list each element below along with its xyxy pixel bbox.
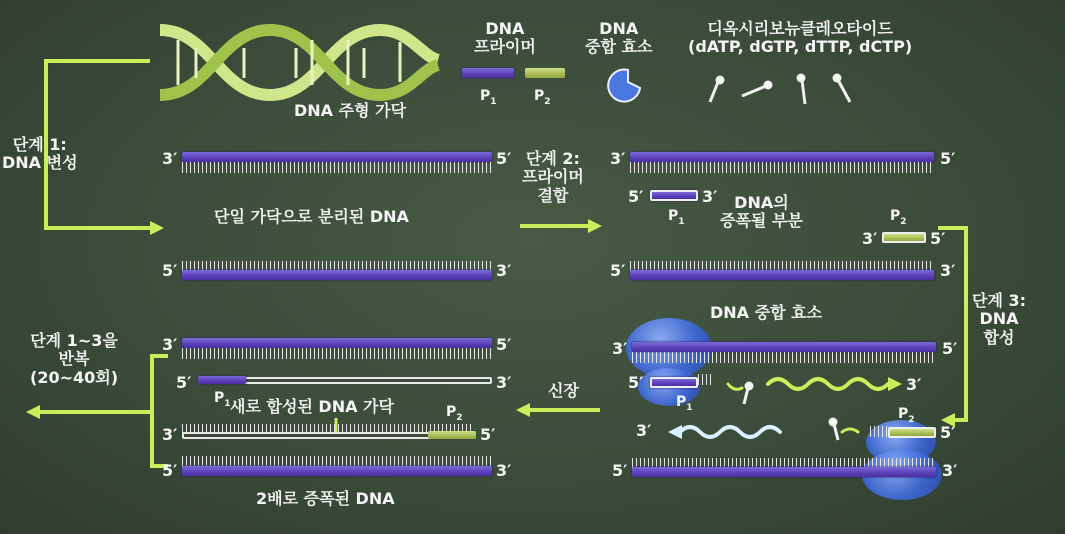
polymerase-icon: [608, 70, 640, 102]
separated-label: 단일 가닥으로 분리된 DNA: [214, 207, 409, 226]
r1-top-strand: [182, 338, 492, 348]
s3-p2-5end: 5′: [940, 423, 956, 442]
new-strand-label: 새로 합성된 DNA 가닥: [230, 397, 394, 416]
s1-top-5end: 5′: [496, 149, 512, 168]
r2-bot-3end: 3′: [496, 461, 512, 480]
polymerase-title: DNA 중합 효소: [585, 19, 653, 57]
p2-primer-5end: 5′: [930, 229, 946, 248]
p1-primer-bound: [650, 190, 698, 201]
s3-bot-3end: 3′: [942, 461, 958, 480]
new-strand-wave-bottom: [680, 427, 780, 437]
s3-bot-5end: 5′: [612, 461, 628, 480]
s3-bot-strand: [632, 467, 936, 477]
s3-p2-new-bases: [870, 426, 888, 437]
s3-p1-5end: 5′: [628, 373, 644, 392]
p1-bound-label: [668, 208, 685, 227]
double-strand-label: DNA 주형 가닥: [294, 101, 407, 120]
s3-p1-label: [676, 394, 693, 413]
s2-top-3end: 3′: [610, 149, 626, 168]
s3-p1-sub: 1: [686, 402, 693, 413]
p2-sub: 2: [544, 96, 551, 107]
p1-text: P: [480, 88, 491, 104]
primer-p1-swatch: [462, 68, 514, 78]
new-strand-wave-top: [768, 379, 888, 389]
s1-bot-3end: 3′: [496, 261, 512, 280]
r1-top-bases: [182, 348, 492, 359]
r1-bot-3end: 3′: [496, 373, 512, 392]
extension-arrowhead: [516, 403, 530, 417]
repeat-label: 단계 1~3을 반복 (20~40회): [30, 331, 119, 387]
s3-p2-primer: [888, 427, 936, 438]
step2-arrowhead: [588, 219, 602, 233]
p1-primer-5end: 5′: [628, 187, 644, 206]
s3-p1-text: P: [676, 394, 687, 410]
r2-bot-5end: 5′: [162, 461, 178, 480]
r2-bot-strand: [182, 466, 492, 476]
amplify-region-label: DNA의 증폭될 부분: [720, 193, 803, 231]
p2-primer-bound: [882, 232, 926, 243]
p1-bound-text: P: [668, 208, 679, 224]
step2-label: 단계 2: 프라이머 결합: [522, 149, 584, 205]
p1-sub: 1: [490, 96, 497, 107]
extension-label: 신장: [548, 381, 579, 400]
primer-title: [474, 20, 536, 57]
s1-top-bases: [182, 162, 492, 173]
s1-top-strand: [182, 152, 492, 162]
s3-top-5end: 5′: [942, 339, 958, 358]
p1-primer-3end: 3′: [702, 187, 718, 206]
wave-top-head: [888, 377, 902, 391]
polymerase-label: DNA 중합 효소: [710, 303, 823, 322]
nucleotide-arrow-bottom: [842, 429, 858, 432]
r2-p2-primer: [428, 431, 476, 439]
s2-bot-5end: 5′: [610, 261, 626, 280]
primer-title-text: DNA 프라이머: [474, 19, 536, 57]
p2-primer-3end: 3′: [862, 229, 878, 248]
step3-connector: [938, 228, 966, 420]
nucleotide-arrow-top: [728, 384, 742, 389]
p2-bound-sub: 2: [900, 216, 907, 227]
s3-p2-text: P: [898, 406, 909, 422]
s1-bot-5end: 5′: [162, 261, 178, 280]
s1-bot-strand: [182, 270, 492, 280]
r2-p2-text: P: [446, 404, 457, 420]
s2-bot-strand: [630, 270, 934, 280]
r1-bot-5end: 5′: [176, 373, 192, 392]
dna-double-helix-icon: [160, 30, 438, 95]
repeat-arrowhead: [26, 405, 40, 419]
step1-arrowhead: [150, 221, 164, 235]
s3-top-bases: [632, 352, 936, 363]
s3-wave-bottom-3end: 3′: [636, 421, 652, 440]
r1-p1-primer: [198, 376, 246, 384]
s3-p1-primer: [650, 377, 698, 388]
s2-top-strand: [630, 152, 934, 162]
wave-bottom-head: [668, 425, 682, 439]
repeat-bracket: [152, 356, 168, 466]
r2-p2-sub: 2: [456, 412, 463, 423]
s3-p2-sub: 2: [908, 414, 915, 425]
r2-top-5end: 5′: [480, 425, 496, 444]
r1-p1-label: [214, 390, 231, 409]
p2-bound-label: [890, 208, 907, 227]
p2-bound-text: P: [890, 208, 901, 224]
p2-legend-label: [534, 88, 551, 107]
r2-p2-label: [446, 404, 463, 423]
dntp-title: 디옥시리보뉴클레오타이드 (dATP, dGTP, dTTP, dCTP): [688, 19, 913, 57]
r2-top-3end: 3′: [162, 425, 178, 444]
r1-p1-text: P: [214, 390, 225, 406]
doubled-label: 2배로 증폭된 DNA: [256, 489, 395, 508]
primer-p2-swatch: [525, 68, 565, 78]
r1-top-3end: 3′: [162, 335, 178, 354]
step1-label: 단계 1: DNA 변성: [2, 135, 78, 173]
r1-top-5end: 5′: [496, 335, 512, 354]
p1-bound-sub: 1: [678, 216, 685, 227]
s3-p2-label: [898, 406, 915, 425]
s2-top-5end: 5′: [940, 149, 956, 168]
s2-bot-3end: 3′: [940, 261, 956, 280]
p1-legend-label: [480, 88, 497, 107]
s1-top-3end: 3′: [162, 149, 178, 168]
s3-top-3end: 3′: [612, 339, 628, 358]
s3-wave-top-3end: 3′: [906, 375, 922, 394]
s3-p1-new-bases: [698, 374, 712, 385]
p2-text: P: [534, 88, 545, 104]
s3-top-strand: [632, 342, 936, 352]
s2-top-bases: [630, 162, 934, 173]
step3-label: 단계 3: DNA 합성: [972, 291, 1027, 347]
r1-p1-sub: 1: [224, 398, 231, 409]
